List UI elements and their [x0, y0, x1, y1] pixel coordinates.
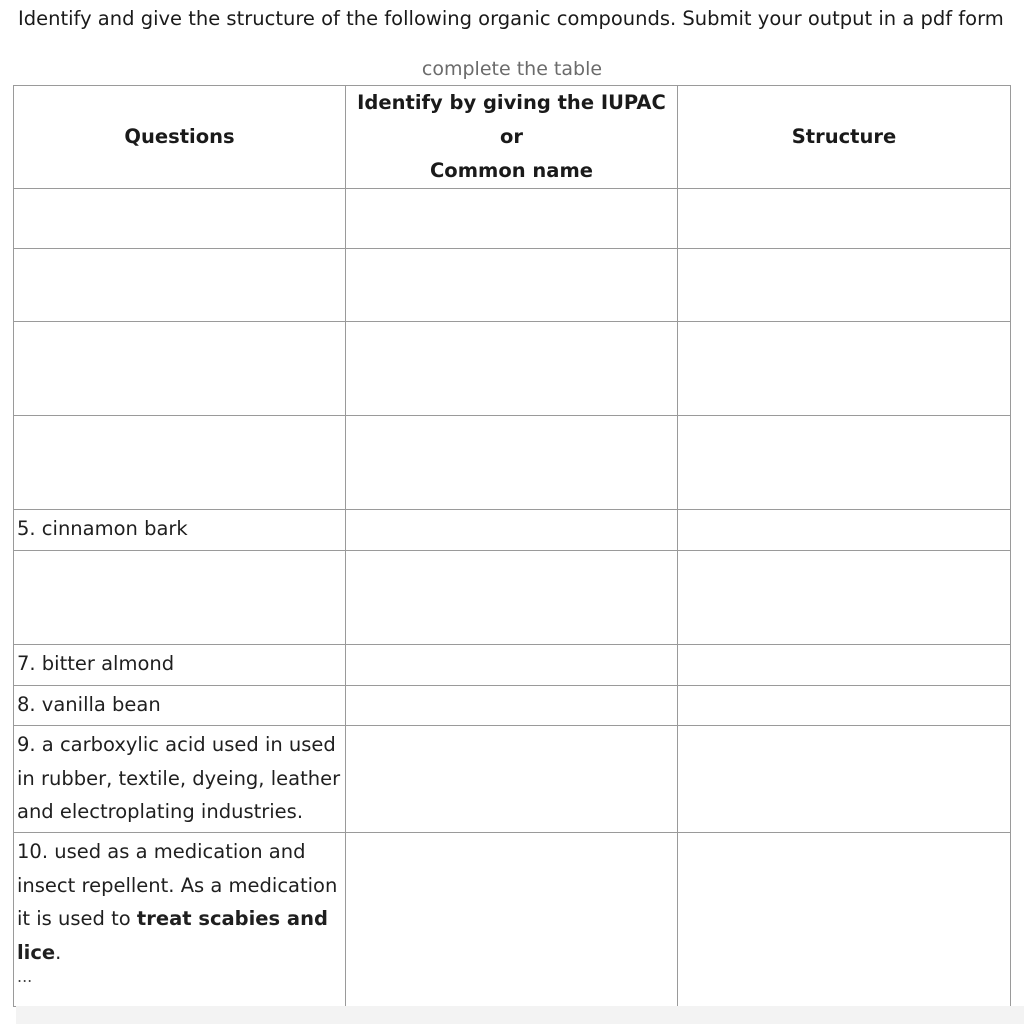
structure-answer-cell[interactable]: [678, 551, 1011, 645]
name-answer-cell[interactable]: [346, 249, 678, 322]
structure-answer-cell[interactable]: [678, 249, 1011, 322]
question-cell: [14, 726, 346, 833]
question-line: [17, 936, 345, 970]
question-cell: [14, 249, 346, 322]
question-emphasis: treat scabies and: [136, 907, 328, 930]
question-line: 10. used as a medication and: [17, 840, 306, 863]
question-line: insect repellent. As a medication: [17, 873, 338, 897]
question-line: 9. a carboxylic acid used in used: [17, 733, 336, 756]
header-identify: [346, 86, 678, 189]
question-cell: [14, 189, 346, 249]
structure-answer-cell[interactable]: [678, 189, 1011, 249]
name-answer-cell[interactable]: [346, 416, 678, 510]
name-answer-cell[interactable]: [346, 189, 678, 249]
structure-answer-cell[interactable]: [678, 510, 1011, 551]
structure-answer-cell[interactable]: [678, 416, 1011, 510]
name-answer-cell[interactable]: [346, 510, 678, 551]
question-line: and electroplating industries.: [17, 800, 304, 823]
table-row: [14, 189, 1011, 249]
header-identify-line1: Identify by giving the IUPAC or: [357, 91, 666, 148]
table-row: [14, 416, 1011, 510]
page-bottom-edge: [16, 1006, 1024, 1024]
structure-answer-cell[interactable]: [678, 686, 1011, 726]
name-answer-cell[interactable]: [346, 645, 678, 686]
question-cell: [14, 551, 346, 645]
question-text: it is used to: [17, 907, 137, 930]
table-row: [14, 686, 1011, 726]
table-row: [14, 551, 1011, 645]
question-cell: 8. vanilla bean: [14, 686, 346, 726]
question-line: in rubber, textile, dyeing, leather: [17, 766, 341, 790]
name-answer-cell[interactable]: [346, 686, 678, 726]
header-structure: Structure: [678, 86, 1011, 189]
table-row: [14, 322, 1011, 416]
name-answer-cell[interactable]: [346, 551, 678, 645]
question-text: .: [55, 940, 62, 964]
table-caption: complete the table: [421, 58, 603, 80]
table-row: [14, 645, 1011, 686]
table-row: [14, 510, 1011, 551]
ellipsis: ...: [17, 967, 33, 986]
worksheet-table: [13, 85, 1011, 1007]
table-row: [14, 249, 1011, 322]
table-row: [14, 833, 1011, 1007]
name-answer-cell[interactable]: [346, 833, 678, 1007]
header-row: [14, 86, 1011, 189]
question-cell: [14, 416, 346, 510]
header-identify-line2: Common name: [430, 159, 593, 182]
question-line: [17, 902, 345, 936]
name-answer-cell[interactable]: [346, 322, 678, 416]
structure-answer-cell[interactable]: [678, 726, 1011, 833]
question-cell: [14, 833, 346, 1007]
name-answer-cell[interactable]: [346, 726, 678, 833]
question-cell: [14, 322, 346, 416]
question-emphasis: lice: [17, 940, 56, 964]
table-row: [14, 726, 1011, 833]
structure-answer-cell[interactable]: [678, 322, 1011, 416]
structure-answer-cell[interactable]: [678, 833, 1011, 1007]
header-questions: Questions: [14, 86, 346, 189]
structure-answer-cell[interactable]: [678, 645, 1011, 686]
question-cell: 5. cinnamon bark: [14, 510, 346, 551]
question-cell: 7. bitter almond: [14, 645, 346, 686]
instruction-text: Identify and give the structure of the following organic compounds. Submit your output in a pdf form: [18, 7, 1004, 30]
